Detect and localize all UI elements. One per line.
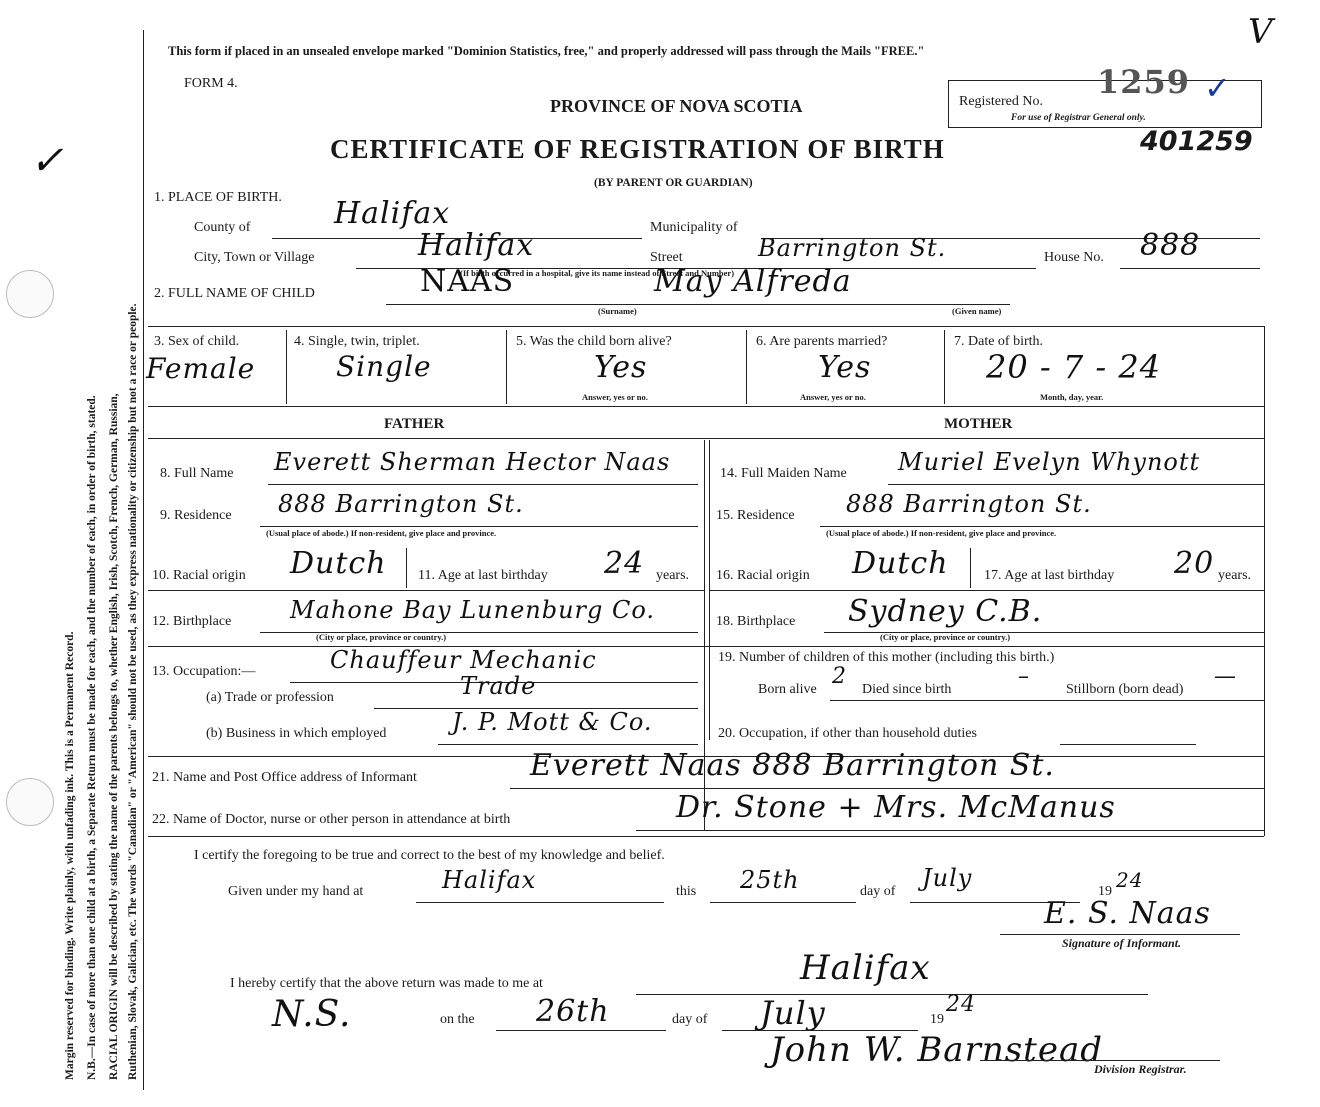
mother-name-value: Muriel Evelyn Whynott [898,448,1201,476]
street-label: Street [650,250,683,265]
row3-top [148,326,1264,327]
informant-sig-line [1000,934,1240,935]
city-value: Halifax [418,228,535,263]
margin-note-racial-origin: RACIAL ORIGIN will be described by stating the name of the parents belongs to, whether English, Irish, Scotch, French, German, Russian, [108,393,120,1080]
died-value: – [1018,664,1030,689]
registrar-sig-line [980,1060,1220,1061]
given-month-value: July [922,864,973,892]
business-label: (b) Business in which employed [206,726,387,741]
sex-label: 3. Sex of child. [154,334,240,349]
born-alive-count-label: Born alive [758,682,817,697]
business-value: J. P. Mott & Co. [452,708,653,736]
father-residence-value: 888 Barrington St. [278,490,524,518]
doctor-bottom [148,836,1264,837]
given-day-value: 25th [740,866,800,894]
received-at-value: Halifax [800,948,931,988]
certify-statement: I certify the foregoing to be true and correct to the best of my knowledge and belief. [194,848,665,863]
mother-racial-line [709,590,1264,591]
father-residence-line [260,526,698,527]
given-note: (Given name) [952,306,1002,316]
this-label: this [676,884,697,899]
page-subtitle: (BY PARENT OR GUARDIAN) [594,177,753,189]
surname-note: (Surname) [598,306,637,316]
mother-racial-value: Dutch [852,546,949,581]
given-at-value: Halifax [442,866,537,894]
child-given-name: May Alfreda [654,264,852,299]
trade-label: (a) Trade or profession [206,690,334,705]
row3-div1 [286,330,287,404]
born-alive-count-value: 2 [832,664,847,689]
check-mark-left: ✓ [30,138,65,184]
doctor-value: Dr. Stone + Mrs. McManus [676,790,1116,825]
street-value: Barrington St. [758,234,947,262]
dob-value: 20 - 7 - 24 [986,348,1162,386]
day-of-label: day of [860,884,896,899]
mother-occupation-line [1060,744,1196,745]
received-prov-value: N.S. [272,994,352,1035]
single-value: Single [336,350,432,383]
given-at-line [416,902,664,903]
mother-occupation-label: 20. Occupation, if other than household duties [718,726,977,741]
stamp-number: 401259 [1140,126,1253,157]
province-heading: PROVINCE OF NOVA SCOTIA [550,96,803,116]
received-month-value: July [760,994,826,1032]
born-alive-label: 5. Was the child born alive? [516,334,672,349]
father-name-label: 8. Full Name [160,466,234,481]
father-racial-line [148,590,704,591]
registrar-signature: John W. Barnstead [770,1030,1103,1070]
mother-birthplace-note: (City or place, province or country.) [880,632,1011,642]
doctor-label: 22. Name of Doctor, nurse or other person in attendance at birth [152,812,511,827]
married-value: Yes [818,350,872,385]
municipality-label: Municipality of [650,220,738,235]
place-of-birth-label: 1. PLACE OF BIRTH. [154,190,282,205]
mother-racial-label: 16. Racial origin [716,568,810,583]
trade-value: Trade [460,672,537,700]
given-year-value: 24 [1116,868,1144,892]
informant-value: Everett Naas 888 Barrington St. [530,748,1055,783]
corner-mark: V [1248,12,1274,52]
mother-name-line [888,484,1264,485]
mother-age-value: 20 [1174,546,1215,581]
father-heading: FATHER [384,416,445,432]
child-name-label: 2. FULL NAME OF CHILD [154,286,315,301]
father-residence-label: 9. Residence [160,508,232,523]
child-surname: NAAS [420,264,515,299]
mother-residence-note: (Usual place of abode.) If non-resident, give place and province. [826,528,1057,538]
father-birthplace-value: Mahone Bay Lunenburg Co. [290,596,656,624]
father-racial-label: 10. Racial origin [152,568,246,583]
married-label: 6. Are parents married? [756,334,888,349]
father-age-value: 24 [604,546,645,581]
mother-years: years. [1218,568,1252,583]
business-line [438,744,698,745]
division-registrar-caption: Division Registrar. [1094,1062,1187,1076]
row3-div3 [746,330,747,404]
margin-note-binding: Margin reserved for binding. Write plainly, with unfading ink. This is a Permanent Record. [64,631,76,1080]
received-day-value: 26th [536,994,610,1029]
informant-signature: E. S. Naas [1044,896,1211,931]
mother-racial-div [970,548,971,588]
father-birthplace-label: 12. Birthplace [152,614,232,629]
informant-line [510,788,1264,789]
row3-bottom [148,406,1264,407]
father-name-value: Everett Sherman Hector Naas [274,448,671,476]
mother-age-label: 17. Age at last birthday [984,568,1115,583]
father-name-line [268,484,698,485]
father-age-label: 11. Age at last birthday [418,568,548,583]
dob-note: Month, day, year. [1040,392,1104,402]
year-prefix-2: 19 [930,1012,944,1027]
doctor-line [636,830,1264,831]
year-prefix: 19 [1098,884,1112,899]
registered-checkmark: ✓ [1204,70,1231,106]
county-label: County of [194,220,251,235]
born-alive-note: Answer, yes or no. [582,392,648,402]
father-birthplace-note: (City or place, province or country.) [316,632,447,642]
children-line [830,700,1264,701]
mother-heading: MOTHER [944,416,1013,432]
father-racial-value: Dutch [290,546,387,581]
children-label: 19. Number of children of this mother (including this birth.) [718,650,1055,665]
registered-box [948,63,1262,128]
form-number: FORM 4. [184,76,238,91]
right-edge-rule [1264,326,1265,836]
registered-number: 1259 [1097,63,1191,101]
house-line [1120,268,1260,269]
father-residence-note: (Usual place of abode.) If non-resident, give place and province. [266,528,497,538]
parents-top [148,438,1264,439]
father-racial-div [406,548,407,588]
mother-residence-line [820,526,1264,527]
house-no-label: House No. [1044,250,1104,265]
on-the-label: on the [440,1012,475,1027]
dob-label: 7. Date of birth. [954,334,1044,349]
house-no-value: 888 [1140,228,1201,263]
binding-hole-top [6,270,54,318]
mother-name-label: 14. Full Maiden Name [720,466,847,481]
stillborn-label: Stillborn (born dead) [1066,682,1184,697]
page-title: CERTIFICATE OF REGISTRATION OF BIRTH [330,134,945,164]
county-value: Halifax [334,196,451,231]
margin-rule [143,30,144,1090]
informant-label: 21. Name and Post Office address of Informant [152,770,417,785]
binding-hole-bottom [6,778,54,826]
margin-note-multiple-birth: N.B.—In case of more than one child at a birth, a Separate Return must be made for each, and the number of each, in order of birth, stated. [86,395,98,1080]
married-note: Answer, yes or no. [800,392,866,402]
row3-div2 [506,330,507,404]
received-day-line [496,1030,666,1031]
registered-label: Registered No. [959,94,1043,109]
mother-birthplace-value: Sydney C.B. [848,594,1043,629]
stillborn-value: — [1214,664,1237,689]
margin-note-racial-origin-cont: Ruthenian, Slovak, Galician, etc. The words "Canadian" or "American" should not be used, as they express nationality or citizenship but not a race or people. [127,303,139,1080]
occupation-label: 13. Occupation:— [152,664,256,679]
day-of-label-2: day of [672,1012,708,1027]
mail-notice: This form if placed in an unsealed envelope marked "Dominion Statistics, free," and properly addressed will pass through the Mails "FREE." [168,44,925,58]
row3-div4 [944,330,945,404]
city-label: City, Town or Village [194,250,315,265]
mother-residence-value: 888 Barrington St. [846,490,1092,518]
mother-birthplace-label: 18. Birthplace [716,614,796,629]
received-at-line [636,994,1148,995]
single-label: 4. Single, twin, triplet. [294,334,420,349]
registrar-note: For use of Registrar General only. [1011,113,1146,123]
died-label: Died since birth [862,682,952,697]
given-day-line [710,902,856,903]
given-under-label: Given under my hand at [228,884,364,899]
mother-residence-label: 15. Residence [716,508,795,523]
father-years: years. [656,568,690,583]
sig-informant-caption: Signature of Informant. [1062,936,1182,950]
hereby-statement: I hereby certify that the above return was made to me at [230,976,543,991]
born-alive-value: Yes [594,350,648,385]
child-name-line [386,304,1010,305]
birthplace-bottom [148,646,1264,647]
received-year-value: 24 [946,992,976,1017]
hospital-note: (If birth occurred in a hospital, give its name instead of Street and Number) [460,268,735,278]
occupation-value: Chauffeur Mechanic [330,646,597,674]
sex-value: Female [146,352,256,385]
